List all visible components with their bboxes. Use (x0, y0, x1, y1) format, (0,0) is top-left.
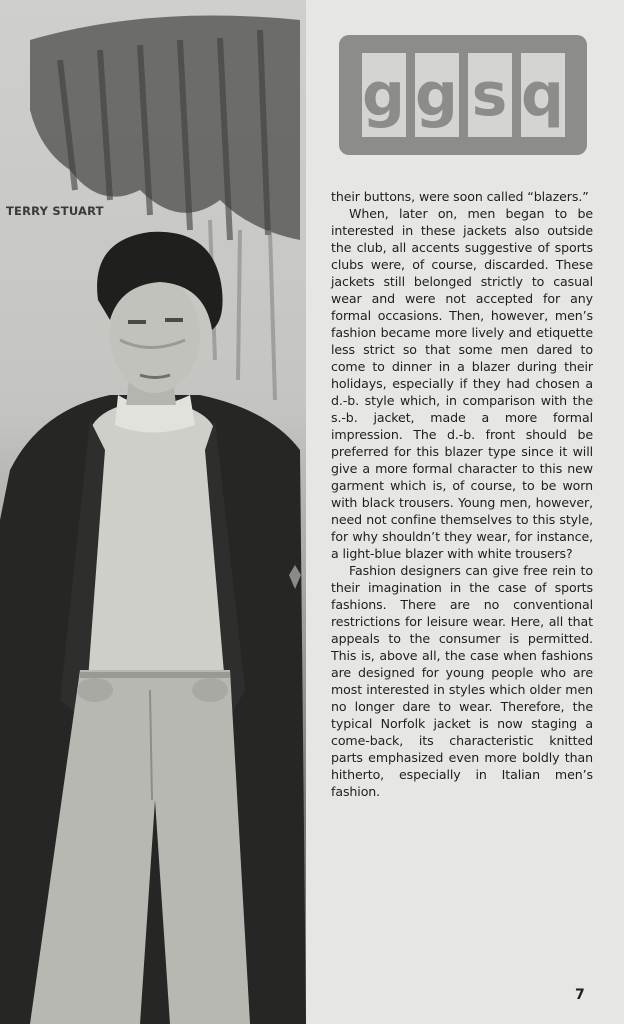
page-number: 7 (575, 987, 585, 1003)
logo-letter: q (521, 53, 565, 137)
magazine-logo (339, 35, 587, 155)
photo-illustration (0, 0, 306, 1024)
article-paragraph: Fashion designers can give free rein to their imagination in the case of sports fashions. There are no conventional restrictions for leisure wear. Here, all that appeals to the consumer is permitted. This is, above all, the case when fashions are designed for young people who are most interested in styles which older men no longer dare to wear. Therefore, the typical Norfolk jacket is now staging a come-back, its characteristic knitted parts emphasized even more boldly than hitherto, especially in Italian men’s fashion. (331, 563, 593, 799)
article-paragraph: their buttons, were soon called “blazers.” (331, 189, 589, 204)
logo-letter: g (415, 53, 459, 137)
article-paragraph: When, later on, men began to be interested in these jackets also outside the club, all accents suggestive of sports clubs were, of course, discarded. These jackets still belonged strictly to casual wear and were not accepted for any formal occasions. Then, however, men’s fashion became more lively and etiquette less strict so that some men dared to come to dinner in a blazer during their holidays, especially if they had chosen a d.-b. style which, in comparison with the s.-b. jacket, made a more formal impression. The d.-b. front should be preferred for this blazer type since it will give a more formal character to this new garment which is, of course, to be worn with black trousers. Young men, however, need not confine themselves to this style, for why shouldn’t they wear, for instance, a light-blue blazer with white trousers? (331, 206, 593, 561)
logo-letter: g (362, 53, 406, 137)
logo-letter: s (468, 53, 512, 137)
photo-credit: TERRY STUART (6, 204, 104, 218)
article-text (331, 188, 593, 800)
photo-young-man-in-blazer (0, 0, 306, 1024)
